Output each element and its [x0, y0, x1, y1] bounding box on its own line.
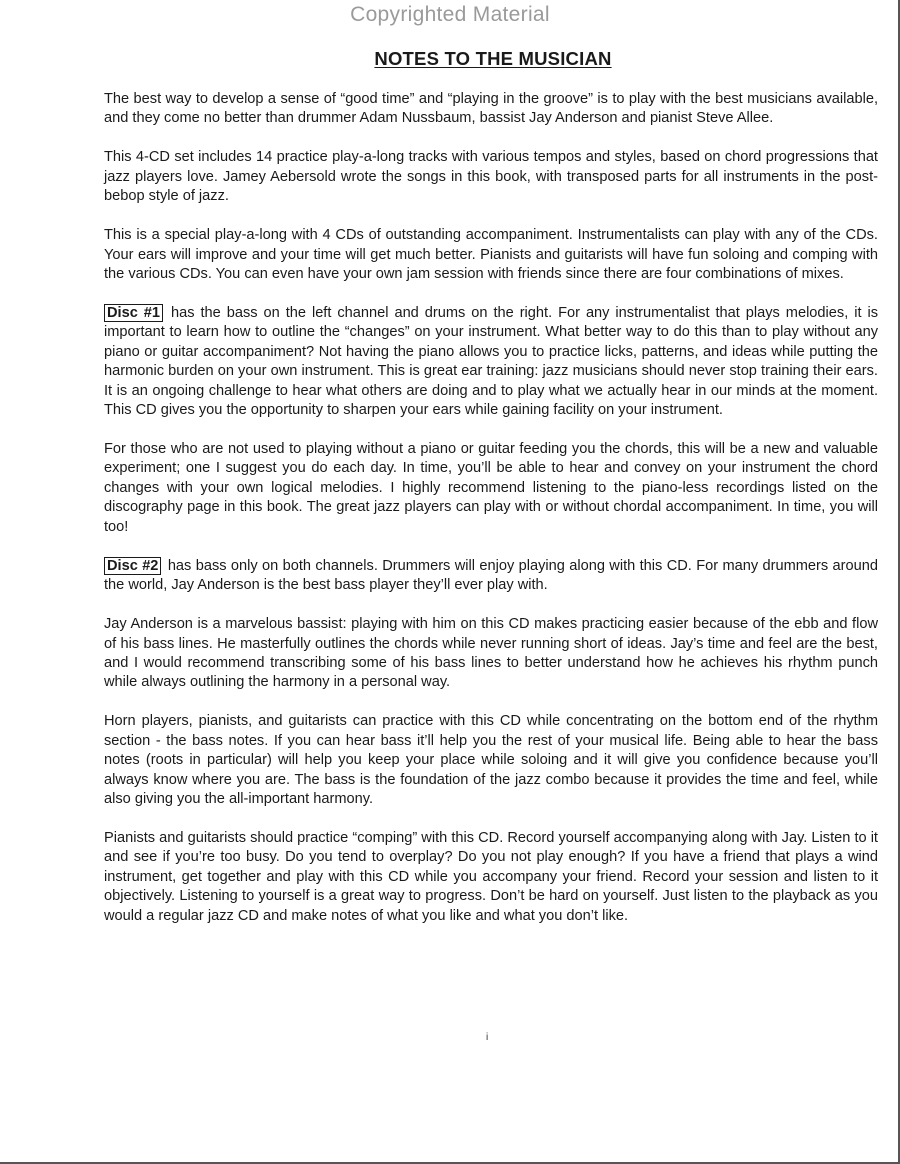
paragraph-disc-2	[104, 557, 878, 596]
document-body	[104, 90, 878, 946]
page-title: NOTES TO THE MUSICIAN	[374, 48, 612, 69]
paragraph-accompaniment: This is a special play-a-long with 4 CDs of outstanding accompaniment. Instrumentalists can play with any of the CDs. Your ears will improve and your time will get much better. Pianists and guitarists will have fun soloing and comping with the various CDs. You can even have your own jam session with friends since there are four combinations of mixes.	[104, 227, 878, 283]
paragraph-pianoless: For those who are not used to playing without a piano or guitar feeding you the chords, this will be a new and valuable experiment; one I suggest you do each day. In time, you’ll be able to hear and convey on your instrument the chord changes with your own logical melodies. I highly recommend listening to the piano-less recordings listed on the discography page in this book. The great jazz players can play with or without chordal accompaniment. In time, you will too!	[104, 441, 878, 535]
disc-2-label: Disc #2	[104, 557, 161, 575]
paragraph-jay-anderson: Jay Anderson is a marvelous bassist: playing with him on this CD makes practicing easier because of the ebb and flow of his bass lines. He masterfully outlines the chords while never running short of ideas. Jay’s time and feel are the best, and I would recommend transcribing some of his bass lines to better understand how he achieves his rhythm punch while always outlining the harmony in a personal way.	[104, 616, 878, 691]
paragraph-intro: The best way to develop a sense of “good time” and “playing in the groove” is to play with the best musicians available, and they come no better than drummer Adam Nussbaum, bassist Jay Anderson and pianist Steve Allee.	[104, 91, 878, 127]
disc-1-text: has the bass on the left channel and drums on the right. For any instrumentalist that plays melodies, it is important to learn how to outline the “changes” on your instrument. What better way to do this than to play without any piano or guitar accompaniment? Not having the piano allows you to practice licks, patterns, and ideas while putting the harmonic burden on your own instrument. This is great ear training: jazz musicians should never stop training their ears. It is an ongoing challenge to hear what others are doing and to play what we actually hear in our minds at the moment. This CD gives you the opportunity to sharpen your ears while gaining facility on your instrument.	[104, 305, 879, 419]
paragraph-bass-notes: Horn players, pianists, and guitarists can practice with this CD while concentrating on the bottom end of the rhythm section - the bass notes. If you can hear bass it’ll help you the rest of your musical life. Being able to hear the bass notes (roots in particular) will help you keep your place while soloing and it will give you confidence because you’ll always know where you are. The bass is the foundation of the jazz combo because it provides the time and feel, while also giving you the all-important harmony.	[104, 713, 878, 807]
page-number: i	[486, 1032, 489, 1043]
copyright-watermark: Copyrighted Material	[350, 3, 550, 26]
disc-1-label: Disc #1	[104, 304, 163, 322]
paragraph-comping: Pianists and guitarists should practice “comping” with this CD. Record yourself accompanying along with Jay. Listen to it and see if you’re too busy. Do you tend to overplay? Do you not play enough? If you have a friend that plays a wind instrument, get together and play with this CD while you accompany your friend. Record your session and listen to it objectively. Listening to yourself is a great way to progress. Don’t be hard on yourself. Just listen to the playback as you would a regular jazz CD and make notes of what you like and what you don’t like.	[104, 829, 878, 924]
paragraph-cd-set: This 4-CD set includes 14 practice play-a-long tracks with various tempos and styles, based on chord progressions that jazz players love. Jamey Aebersold wrote the songs in this book, with transposed parts for all instruments in the post-bebop style of jazz.	[104, 149, 878, 205]
paragraph-disc-1	[104, 304, 878, 420]
disc-2-text: has bass only on both channels. Drummers will enjoy playing along with this CD. For many drummers around the world, Jay Anderson is the best bass player they’ll ever play with.	[104, 557, 878, 594]
